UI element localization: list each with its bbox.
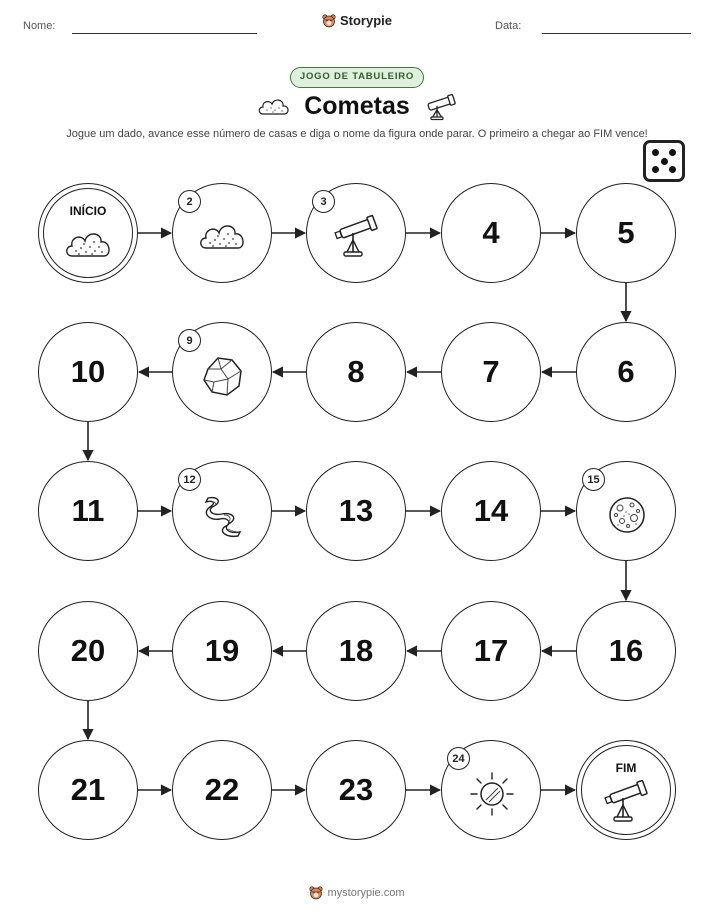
cell-number: 21 (70, 772, 106, 807)
board-cell-14 (441, 461, 541, 561)
board-cell-8 (306, 322, 406, 422)
cell-number-badge: 24 (447, 747, 470, 770)
footer-url: mystorypie.com (327, 887, 405, 899)
rock-icon (198, 351, 248, 401)
board-cell-23 (306, 740, 406, 840)
board-cell-finish (576, 740, 676, 840)
board-cell-7 (441, 322, 541, 422)
cell-number: 23 (338, 772, 374, 807)
board-cell-12 (172, 461, 272, 561)
telescope-icon (332, 212, 382, 262)
cell-number: 20 (70, 633, 106, 668)
cell-number: 10 (70, 354, 106, 389)
cell-number: 18 (338, 633, 374, 668)
telescope-icon (602, 777, 652, 827)
ribbon-icon (198, 490, 248, 540)
board-cell-5 (576, 183, 676, 283)
cell-number: 5 (617, 215, 635, 250)
cloud-icon (64, 220, 114, 270)
board-cell-9 (172, 322, 272, 422)
name-label: Nome: (23, 20, 56, 32)
board-cell-20 (38, 601, 138, 701)
moon-icon (602, 490, 652, 540)
board-cell-17 (441, 601, 541, 701)
cell-number: 6 (617, 354, 635, 389)
page-title: Cometas (304, 92, 410, 120)
cell-number: 14 (473, 493, 509, 528)
sun-icon (467, 769, 517, 819)
start-label: INÍCIO (69, 204, 107, 218)
cell-number-badge: 2 (178, 190, 201, 213)
board-cell-4 (441, 183, 541, 283)
board-cell-10 (38, 322, 138, 422)
board-cell-start (38, 183, 138, 283)
finish-label: FIM (615, 761, 637, 775)
cell-number: 4 (482, 215, 500, 250)
cell-number-badge: 15 (582, 468, 605, 491)
board-cell-13 (306, 461, 406, 561)
footer (0, 886, 714, 903)
cell-number: 8 (347, 354, 365, 389)
cell-number: 22 (204, 772, 240, 807)
cell-number: 17 (473, 633, 509, 668)
board-cell-24 (441, 740, 541, 840)
date-input-line[interactable] (542, 33, 691, 34)
cell-number: 19 (204, 633, 240, 668)
board-cell-22 (172, 740, 272, 840)
brand (0, 13, 714, 31)
board-cell-6 (576, 322, 676, 422)
date-label: Data: (495, 20, 522, 32)
bear-logo-icon (309, 886, 323, 900)
board-cell-18 (306, 601, 406, 701)
dice-five-icon (643, 140, 685, 182)
board-cell-15 (576, 461, 676, 561)
brand-name: Storypie (339, 13, 392, 28)
board-cell-16 (576, 601, 676, 701)
cell-number-badge: 12 (178, 468, 201, 491)
cell-number-badge: 3 (312, 190, 335, 213)
bear-logo-icon (322, 14, 336, 28)
board-cell-2 (172, 183, 272, 283)
cell-number: 16 (608, 633, 644, 668)
board-cell-21 (38, 740, 138, 840)
name-input-line[interactable] (72, 33, 257, 34)
game-type-badge: JOGO DE TABULEIRO (290, 67, 424, 88)
cell-number: 11 (71, 493, 105, 528)
board-cell-3 (306, 183, 406, 283)
board-cell-11 (38, 461, 138, 561)
board-cell-19 (172, 601, 272, 701)
cloud-icon (198, 212, 248, 262)
instructions: Jogue um dado, avance esse número de casas e diga o nome da figura onde parar. O primeiro a chegar ao FIM vence! (66, 128, 648, 140)
telescope-icon (422, 93, 458, 121)
cell-number: 7 (482, 354, 500, 389)
cell-number-badge: 9 (178, 329, 201, 352)
cell-number: 13 (338, 493, 374, 528)
